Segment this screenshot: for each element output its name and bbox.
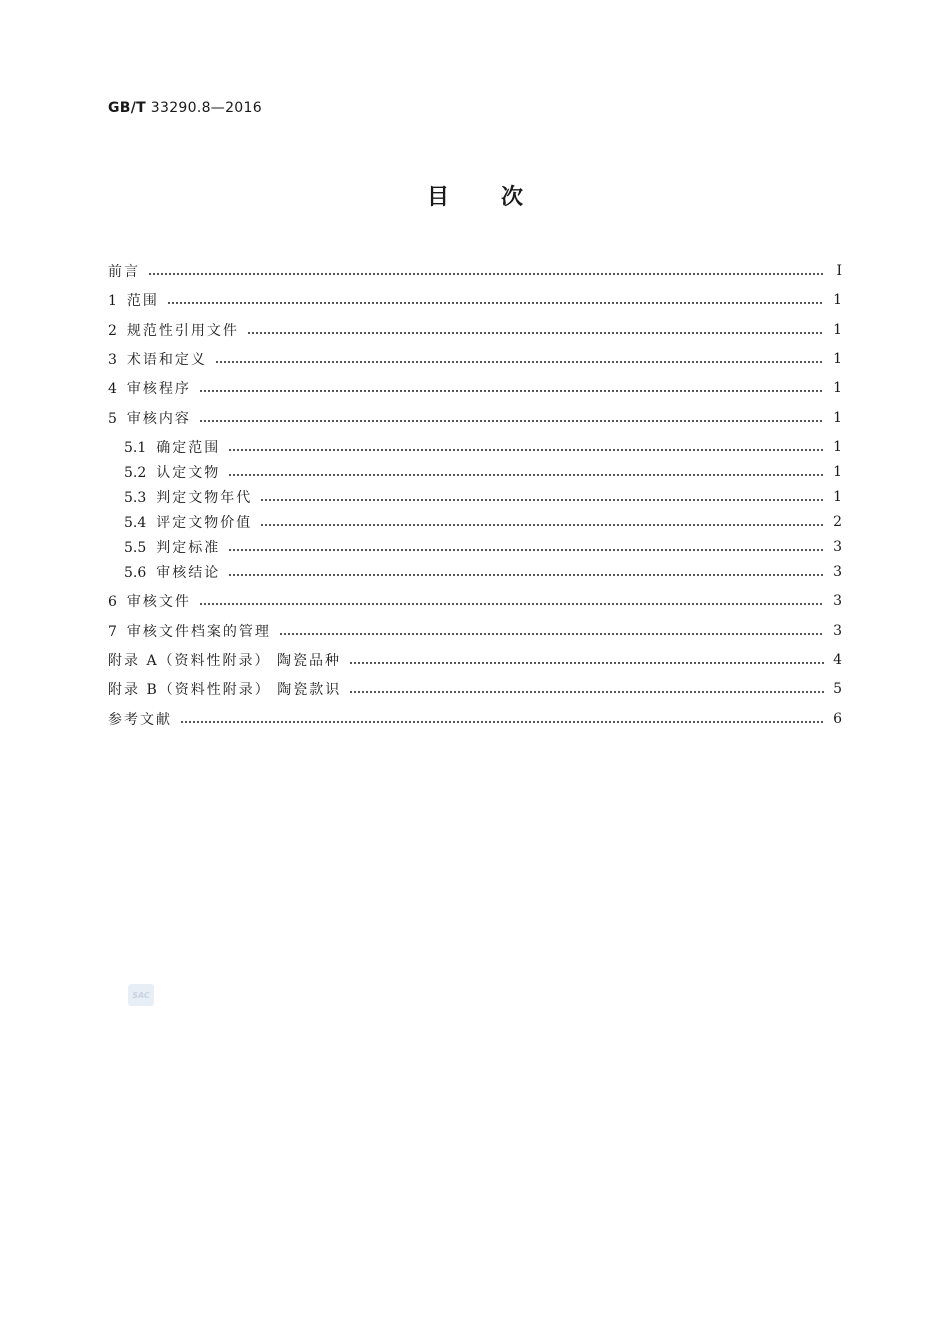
toc-entry-page: 5 — [833, 681, 842, 697]
toc-entry-label — [108, 591, 191, 611]
toc-dot-leader — [279, 633, 824, 635]
toc-dot-leader — [349, 662, 824, 664]
toc-entry-label — [108, 378, 191, 398]
toc-entry-label — [108, 261, 140, 281]
toc-entry-text: 术语和定义 — [126, 352, 207, 368]
toc-entry-text: 附录 B（资料性附录） 陶瓷款识 — [108, 682, 342, 698]
toc-entry[interactable] — [108, 320, 842, 340]
toc-entry[interactable] — [124, 512, 842, 532]
toc-entry-text: 审核内容 — [126, 411, 191, 427]
toc-entry-page: 3 — [833, 623, 842, 639]
toc-entry-text: 规范性引用文件 — [126, 323, 239, 339]
toc-dot-leader — [228, 474, 824, 476]
toc-entry-page: 4 — [833, 652, 842, 668]
toc-entry-page: 3 — [833, 564, 842, 580]
toc-entry-text: 审核文件 — [126, 594, 191, 610]
toc-entry-number: 5.2 — [124, 465, 147, 481]
toc-entry-number: 5.5 — [124, 540, 147, 556]
toc-entry-page: 1 — [833, 439, 842, 455]
toc-entry-number: 5.1 — [124, 440, 147, 456]
toc-entry-label — [108, 621, 271, 641]
toc-title-char-2: 次 — [501, 185, 524, 210]
toc-dot-leader — [199, 420, 824, 422]
toc-entry-text: 参考文献 — [108, 712, 172, 728]
toc-entry[interactable] — [124, 562, 842, 582]
toc-entry-text: 判定文物年代 — [156, 490, 253, 506]
toc-entry-label — [108, 679, 341, 699]
toc-dot-leader — [167, 302, 824, 304]
toc-entry-label — [108, 408, 191, 428]
toc-entry[interactable] — [108, 378, 842, 398]
toc-entry-number: 7 — [108, 624, 117, 640]
toc-entry-label — [108, 709, 172, 729]
watermark-text: SAC — [132, 990, 150, 1000]
toc-entry[interactable] — [108, 261, 842, 281]
toc-entry[interactable] — [124, 537, 842, 557]
standard-number: 33290.8—2016 — [150, 100, 262, 116]
toc-entry[interactable] — [124, 437, 842, 457]
toc-entry-number: 1 — [108, 293, 117, 309]
toc-entry-number: 2 — [108, 323, 117, 339]
toc-entry-page: 1 — [833, 489, 842, 505]
toc-entry-text: 范围 — [126, 293, 159, 309]
toc-entry-page: 3 — [833, 539, 842, 555]
toc-entry-label — [108, 650, 341, 670]
toc-entry-text: 确定范围 — [156, 440, 221, 456]
toc-entry-label — [124, 562, 220, 582]
toc-entry-text: 认定文物 — [156, 465, 221, 481]
toc-entry-page: 1 — [833, 322, 842, 338]
toc-entry-number: 5 — [108, 411, 117, 427]
toc-entry-number: 6 — [108, 594, 117, 610]
toc-entry-number: 5.3 — [124, 490, 147, 506]
toc-entry[interactable] — [108, 591, 842, 611]
toc-entry-number: 3 — [108, 352, 117, 368]
standard-code — [108, 100, 262, 116]
toc-entry[interactable] — [108, 709, 842, 729]
toc-entry-page: 1 — [833, 464, 842, 480]
toc-entry-text: 前言 — [108, 264, 140, 280]
toc-dot-leader — [349, 691, 824, 693]
toc-dot-leader — [228, 449, 824, 451]
toc-entry-label — [124, 437, 220, 457]
toc-dot-leader — [215, 361, 824, 363]
toc-entry-text: 审核结论 — [156, 565, 221, 581]
toc-entry-page: 2 — [833, 514, 842, 530]
toc-entry-label — [124, 512, 252, 532]
toc-entry-page: 6 — [833, 711, 842, 727]
toc-title-char-1: 目 — [426, 185, 449, 210]
toc-entry-label — [108, 349, 207, 369]
toc-entry-label — [124, 462, 220, 482]
toc-entry[interactable] — [124, 487, 842, 507]
toc-entry-text: 附录 A（资料性附录） 陶瓷品种 — [108, 653, 342, 669]
toc-entry-number: 4 — [108, 381, 117, 397]
toc-entry-label — [108, 320, 239, 340]
toc-entry-label — [108, 290, 159, 310]
toc-entry-page: 3 — [833, 593, 842, 609]
toc-dot-leader — [199, 390, 824, 392]
toc-entry-text: 审核文件档案的管理 — [126, 624, 271, 640]
toc-entry-label — [124, 537, 220, 557]
toc-dot-leader — [228, 574, 824, 576]
toc-dot-leader — [260, 499, 824, 501]
toc-entry-label — [124, 487, 252, 507]
toc-entry[interactable] — [108, 679, 842, 699]
toc-entry-page: 1 — [833, 292, 842, 308]
toc-entry-text: 审核程序 — [126, 381, 191, 397]
toc-dot-leader — [260, 524, 824, 526]
toc-entry-page: 1 — [833, 380, 842, 396]
toc-entry-number: 5.4 — [124, 515, 147, 531]
toc-entry[interactable] — [108, 290, 842, 310]
sac-watermark-logo — [128, 984, 154, 1006]
toc-entry-text: 判定标准 — [156, 540, 221, 556]
toc-entry-text: 评定文物价值 — [156, 515, 253, 531]
toc-entry[interactable] — [108, 408, 842, 428]
toc-entry[interactable] — [108, 349, 842, 369]
toc-entry-number: 5.6 — [124, 565, 147, 581]
toc-entry[interactable] — [108, 621, 842, 641]
toc-dot-leader — [228, 549, 824, 551]
toc-dot-leader — [247, 332, 824, 334]
toc-entry[interactable] — [108, 650, 842, 670]
toc-dot-leader — [148, 273, 824, 275]
toc-entry-page: Ⅰ — [836, 263, 842, 279]
toc-dot-leader — [180, 721, 824, 723]
toc-entry[interactable] — [124, 462, 842, 482]
standard-prefix: GB/T — [108, 100, 147, 116]
toc-title — [0, 180, 950, 211]
toc-dot-leader — [199, 603, 824, 605]
toc-entry-page: 1 — [833, 351, 842, 367]
toc-entry-page: 1 — [833, 410, 842, 426]
